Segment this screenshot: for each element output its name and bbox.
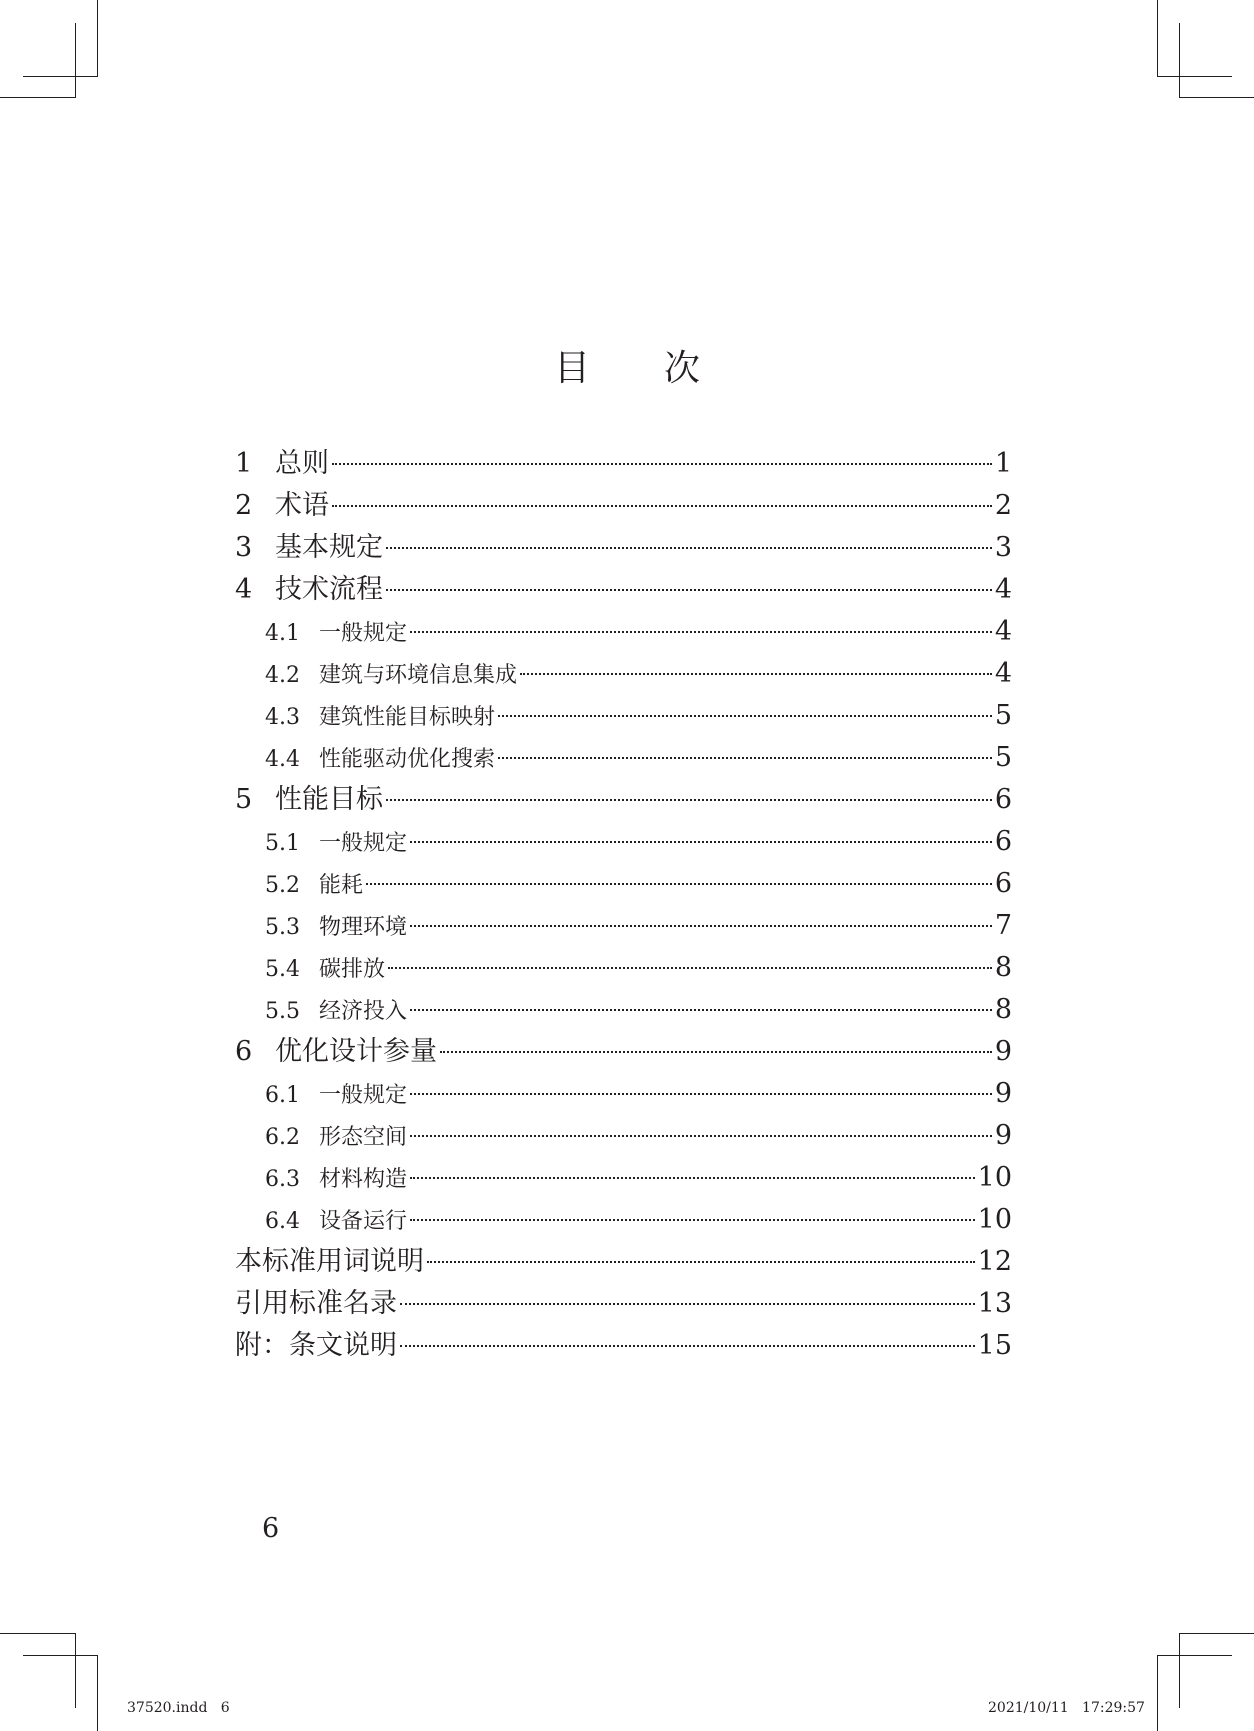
toc-entry-number: 4.4 [265,747,300,772]
toc-entry[interactable] [235,989,1012,1031]
toc-entry-number: 6.2 [265,1125,300,1150]
toc-dot-leader [388,967,992,969]
toc-entry-label: 总则 [275,448,329,479]
toc-entry-page: 6 [994,784,1012,815]
toc-entry-label: 本标准用词说明 [235,1246,424,1277]
toc-entry[interactable] [235,905,1012,947]
toc-entry-number: 5.1 [265,831,300,856]
toc-dot-leader [410,1009,992,1011]
toc-dot-leader [440,1051,992,1053]
crop-mark [97,0,98,76]
toc-entry-label: 一般规定 [319,831,408,856]
toc-entry-page: 10 [977,1204,1012,1235]
toc-dot-leader [366,883,992,885]
crop-mark [23,76,98,77]
page-title-char: 目 [553,348,590,389]
toc-dot-leader [520,673,992,675]
toc-entry-label: 能耗 [319,873,364,898]
toc-entry-number: 2 [235,490,253,521]
toc-entry-label: 设备运行 [319,1209,408,1234]
toc-entry-page: 7 [994,910,1012,941]
toc-entry-page: 4 [994,574,1012,605]
toc-entry-label: 优化设计参量 [275,1036,437,1067]
toc-entry[interactable] [235,821,1012,863]
toc-entry-label: 性能驱动优化搜索 [319,747,496,772]
toc-entry-page: 5 [994,700,1012,731]
toc-entry-page: 9 [994,1036,1012,1067]
toc-entry-page: 8 [994,994,1012,1025]
toc-entry[interactable] [235,863,1012,905]
toc-entry-label: 经济投入 [319,999,408,1024]
toc-entry-label: 性能目标 [275,784,383,815]
toc-entry[interactable] [235,1031,1012,1073]
toc-entry[interactable] [235,947,1012,989]
toc-entry[interactable] [235,1115,1012,1157]
crop-mark [1157,1655,1158,1731]
toc-entry-label: 物理环境 [319,915,408,940]
crop-mark [0,97,76,98]
toc-entry-page: 9 [994,1078,1012,1109]
toc-entry[interactable] [235,485,1012,527]
toc-entry[interactable] [235,695,1012,737]
toc-entry-number: 6.3 [265,1167,300,1192]
toc-entry-label: 附：条文说明 [235,1330,397,1361]
toc-entry[interactable] [235,1283,1012,1325]
toc-entry-label: 建筑与环境信息集成 [319,663,518,688]
toc-dot-leader [386,589,992,591]
toc-entry-page: 4 [994,616,1012,647]
toc-entry-number: 6.4 [265,1209,300,1234]
crop-mark [1157,1655,1232,1656]
toc-entry-label: 材料构造 [319,1167,408,1192]
toc-entry-number: 4.3 [265,705,300,730]
toc-entry-label: 基本规定 [275,532,383,563]
toc-entry-page: 2 [994,490,1012,521]
toc-entry-page: 6 [994,868,1012,899]
toc-entry[interactable] [235,1325,1012,1367]
page-title-char: 次 [664,348,701,389]
toc-dot-leader [410,1177,975,1179]
toc-entry-number: 5.5 [265,999,300,1024]
crop-mark [0,1633,76,1634]
toc-entry-label: 形态空间 [319,1125,408,1150]
toc-dot-leader [400,1303,975,1305]
slug-file: 37520.indd 6 [127,1700,230,1716]
toc-entry[interactable] [235,1241,1012,1283]
toc-entry-number: 1 [235,448,253,479]
toc-entry-label: 碳排放 [319,957,386,982]
crop-mark [1179,1633,1180,1708]
toc-entry-label: 引用标准名录 [235,1288,397,1319]
toc-entry-number: 4 [235,574,253,605]
toc-dot-leader [332,505,992,507]
slug-timestamp: 2021/10/11 17:29:57 [988,1700,1145,1716]
toc-dot-leader [498,715,992,717]
page-title [0,340,1254,391]
page-number: 6 [262,1513,280,1544]
crop-mark [23,1655,98,1656]
toc-entry[interactable] [235,611,1012,653]
toc-dot-leader [332,463,992,465]
toc-entry[interactable] [235,527,1012,569]
toc-entry[interactable] [235,569,1012,611]
toc-entry-page: 5 [994,742,1012,773]
toc-entry-page: 15 [977,1330,1012,1361]
toc-dot-leader [427,1261,975,1263]
crop-mark [1179,97,1254,98]
table-of-contents [235,443,1012,1367]
toc-entry[interactable] [235,1199,1012,1241]
toc-dot-leader [410,1093,992,1095]
toc-entry-page: 1 [994,448,1012,479]
toc-entry-page: 13 [977,1288,1012,1319]
crop-mark [75,1633,76,1708]
crop-mark [1179,1633,1254,1634]
toc-entry-page: 9 [994,1120,1012,1151]
toc-entry-page: 10 [977,1162,1012,1193]
toc-dot-leader [400,1345,975,1347]
toc-entry-page: 4 [994,658,1012,689]
toc-dot-leader [498,757,992,759]
toc-dot-leader [386,547,992,549]
toc-dot-leader [410,1135,992,1137]
toc-entry-number: 5.2 [265,873,300,898]
crop-mark [75,23,76,98]
crop-mark [1157,76,1232,77]
toc-entry-label: 一般规定 [319,621,408,646]
toc-entry-number: 3 [235,532,253,563]
toc-entry[interactable] [235,1073,1012,1115]
crop-mark [1179,23,1180,98]
toc-dot-leader [410,631,992,633]
crop-mark [97,1655,98,1731]
toc-entry-page: 8 [994,952,1012,983]
toc-entry[interactable] [235,779,1012,821]
crop-mark [1157,0,1158,76]
toc-entry-number: 4.2 [265,663,300,688]
toc-entry-page: 3 [994,532,1012,563]
toc-entry-page: 12 [977,1246,1012,1277]
toc-entry[interactable] [235,737,1012,779]
toc-entry-number: 5.3 [265,915,300,940]
toc-dot-leader [410,841,992,843]
toc-entry-label: 技术流程 [275,574,383,605]
toc-entry-label: 建筑性能目标映射 [319,705,496,730]
toc-entry[interactable] [235,653,1012,695]
toc-entry-label: 术语 [275,490,329,521]
toc-dot-leader [410,925,992,927]
toc-entry-page: 6 [994,826,1012,857]
toc-entry-number: 5 [235,784,253,815]
toc-dot-leader [410,1219,975,1221]
toc-dot-leader [386,799,992,801]
toc-entry[interactable] [235,1157,1012,1199]
toc-entry-number: 4.1 [265,621,300,646]
toc-entry[interactable] [235,443,1012,485]
toc-entry-number: 6 [235,1036,253,1067]
toc-entry-number: 6.1 [265,1083,300,1108]
toc-entry-number: 5.4 [265,957,300,982]
toc-entry-label: 一般规定 [319,1083,408,1108]
